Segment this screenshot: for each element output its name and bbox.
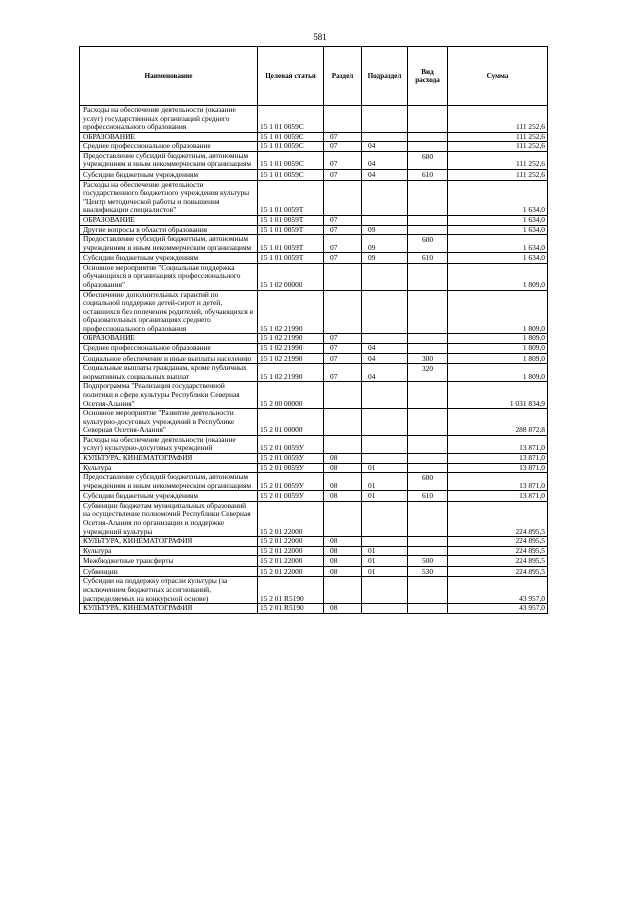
row-subsection: 04	[362, 170, 408, 181]
table-row	[80, 546, 548, 556]
row-section: 07	[324, 334, 362, 344]
row-expense-kind	[408, 501, 448, 536]
table-row	[80, 263, 548, 290]
row-name: ОБРАЗОВАНИЕ	[80, 132, 258, 142]
table-row	[80, 106, 548, 133]
row-target-article: 15 1 01 0059Т	[258, 253, 324, 264]
row-section	[324, 382, 362, 409]
table-row	[80, 537, 548, 547]
row-subsection: 01	[362, 463, 408, 473]
row-name: Основное мероприятие "Социальная поддержка обучающихся в организациях профессионального образования"	[80, 263, 258, 290]
row-name: Основное мероприятие "Развитие деятельности культурно-досуговых учреждений в Республике Северная Осетия-Алания"	[80, 409, 258, 436]
row-name: ОБРАЗОВАНИЕ	[80, 215, 258, 225]
row-expense-kind	[408, 453, 448, 463]
row-subsection: 01	[362, 556, 408, 567]
header-subsection: Подраздел	[362, 47, 408, 106]
row-target-article: 15 1 02 00000	[258, 263, 324, 290]
row-section: 07	[324, 132, 362, 142]
row-name: Субсидии бюджетным учреждениям	[80, 253, 258, 264]
row-name: Обеспечение дополнительных гарантий по социальной поддержке детей-сирот и детей, оставшихся без попечения родителей, обучающихся в образовательных организациях среднего профессионального образования	[80, 290, 258, 334]
row-expense-kind	[408, 409, 448, 436]
table-row	[80, 473, 548, 491]
row-target-article: 15 2 01 22000	[258, 556, 324, 567]
row-expense-kind: 530	[408, 566, 448, 577]
row-amount: 1 634,0	[448, 253, 548, 264]
row-target-article: 15 1 02 21990	[258, 364, 324, 382]
row-section: 07	[324, 142, 362, 152]
header-name: Наименование	[80, 47, 258, 106]
table-row	[80, 364, 548, 382]
row-section: 08	[324, 491, 362, 502]
row-amount: 224 895,5	[448, 566, 548, 577]
row-subsection	[362, 215, 408, 225]
row-expense-kind: 600	[408, 473, 448, 491]
row-expense-kind	[408, 604, 448, 614]
table-row	[80, 566, 548, 577]
row-target-article: 15 1 02 21990	[258, 290, 324, 334]
row-subsection: 04	[362, 344, 408, 354]
row-subsection: 01	[362, 473, 408, 491]
row-name: Расходы на обеспечение деятельности государственного бюджетного учреждения культуры "Центр методической работы и повышения квалификации специалистов"	[80, 180, 258, 215]
row-amount: 13 871,0	[448, 453, 548, 463]
row-section: 08	[324, 463, 362, 473]
row-name: Другие вопросы в области образования	[80, 225, 258, 235]
row-expense-kind	[408, 106, 448, 133]
row-expense-kind	[408, 344, 448, 354]
row-expense-kind	[408, 334, 448, 344]
table-row	[80, 235, 548, 253]
row-section	[324, 501, 362, 536]
row-name: Расходы на обеспечение деятельности (оказание услуг) культурно-досуговых учреждений	[80, 435, 258, 453]
row-amount: 1 634,0	[448, 235, 548, 253]
row-name: Культура	[80, 546, 258, 556]
table-row	[80, 170, 548, 181]
row-subsection: 04	[362, 151, 408, 169]
table-row	[80, 556, 548, 567]
row-name: Субвенции бюджетам муниципальных образований на осуществление полномочий Республики Северная Осетия-Алания по организации и поддержке учреждений культуры	[80, 501, 258, 536]
row-target-article: 15 1 01 0059Т	[258, 215, 324, 225]
row-target-article: 15 2 01 0059У	[258, 473, 324, 491]
row-subsection: 01	[362, 546, 408, 556]
table-row	[80, 382, 548, 409]
row-section: 08	[324, 556, 362, 567]
row-section	[324, 290, 362, 334]
header-section: Раздел	[324, 47, 362, 106]
row-name: Культура	[80, 463, 258, 473]
table-header-row	[80, 47, 548, 106]
row-subsection	[362, 537, 408, 547]
table-row	[80, 344, 548, 354]
row-section	[324, 106, 362, 133]
row-expense-kind: 610	[408, 491, 448, 502]
row-expense-kind	[408, 132, 448, 142]
row-amount: 224 895,5	[448, 537, 548, 547]
row-amount: 43 957,0	[448, 604, 548, 614]
row-target-article: 15 2 01 22000	[258, 566, 324, 577]
table-row	[80, 491, 548, 502]
row-section: 07	[324, 225, 362, 235]
row-name: Субвенции	[80, 566, 258, 577]
table-row	[80, 604, 548, 614]
row-section	[324, 180, 362, 215]
row-section: 07	[324, 215, 362, 225]
row-section: 07	[324, 364, 362, 382]
row-name: Среднее профессиональное образование	[80, 142, 258, 152]
row-amount: 111 252,6	[448, 151, 548, 169]
row-expense-kind	[408, 577, 448, 604]
page-number: 581	[313, 32, 327, 42]
header-expense-kind: Вид расхода	[408, 47, 448, 106]
row-name: Предоставление субсидий бюджетным, автономным учреждениям и иным некоммерческим организациям	[80, 151, 258, 169]
row-subsection	[362, 106, 408, 133]
row-name: КУЛЬТУРА, КИНЕМАТОГРАФИЯ	[80, 537, 258, 547]
row-target-article: 15 1 01 0059С	[258, 132, 324, 142]
row-section: 08	[324, 537, 362, 547]
row-subsection: 01	[362, 566, 408, 577]
row-target-article: 15 1 01 0059Т	[258, 180, 324, 215]
row-expense-kind: 300	[408, 353, 448, 364]
row-subsection	[362, 263, 408, 290]
row-section: 08	[324, 604, 362, 614]
row-amount: 13 871,0	[448, 473, 548, 491]
row-amount: 224 895,5	[448, 546, 548, 556]
row-amount: 1 809,0	[448, 344, 548, 354]
row-subsection	[362, 382, 408, 409]
row-expense-kind: 500	[408, 556, 448, 567]
table-row	[80, 353, 548, 364]
row-expense-kind	[408, 180, 448, 215]
row-expense-kind	[408, 225, 448, 235]
row-name: Субсидии бюджетным учреждениям	[80, 491, 258, 502]
row-amount: 43 957,0	[448, 577, 548, 604]
row-amount: 1 809,0	[448, 353, 548, 364]
row-expense-kind	[408, 546, 448, 556]
table-row	[80, 215, 548, 225]
row-target-article: 15 1 01 0059С	[258, 142, 324, 152]
row-target-article: 15 2 01 0059У	[258, 491, 324, 502]
row-expense-kind: 600	[408, 235, 448, 253]
row-subsection: 01	[362, 491, 408, 502]
row-section: 08	[324, 566, 362, 577]
row-expense-kind	[408, 215, 448, 225]
row-subsection: 09	[362, 235, 408, 253]
row-amount: 111 252,6	[448, 132, 548, 142]
row-name: Межбюджетные трансферты	[80, 556, 258, 567]
row-subsection	[362, 577, 408, 604]
row-name: Предоставление субсидий бюджетным, автономным учреждениям и иным некоммерческим организациям	[80, 473, 258, 491]
row-section: 08	[324, 453, 362, 463]
row-name: Социальное обеспечение и иные выплаты населению	[80, 353, 258, 364]
row-expense-kind	[408, 537, 448, 547]
row-section: 07	[324, 151, 362, 169]
row-subsection	[362, 409, 408, 436]
row-target-article: 15 1 02 21990	[258, 353, 324, 364]
table-body	[80, 106, 548, 614]
row-section: 07	[324, 344, 362, 354]
row-amount: 1 634,0	[448, 215, 548, 225]
row-section: 07	[324, 353, 362, 364]
table-row	[80, 409, 548, 436]
header-target-article: Целевая статья	[258, 47, 324, 106]
row-amount: 111 252,6	[448, 142, 548, 152]
row-amount: 224 895,5	[448, 556, 548, 567]
table-row	[80, 435, 548, 453]
row-target-article: 15 2 01 22000	[258, 501, 324, 536]
row-target-article: 15 2 01 22000	[258, 537, 324, 547]
row-amount: 13 871,0	[448, 491, 548, 502]
row-amount: 13 871,0	[448, 463, 548, 473]
table-row	[80, 501, 548, 536]
row-expense-kind: 320	[408, 364, 448, 382]
budget-table	[79, 46, 548, 614]
row-target-article: 15 2 01 0059У	[258, 463, 324, 473]
row-expense-kind	[408, 142, 448, 152]
row-expense-kind	[408, 435, 448, 453]
row-expense-kind	[408, 463, 448, 473]
row-section: 07	[324, 253, 362, 264]
row-expense-kind: 610	[408, 170, 448, 181]
row-target-article: 15 2 00 00000	[258, 382, 324, 409]
row-subsection	[362, 435, 408, 453]
table-row	[80, 180, 548, 215]
row-amount: 13 871,0	[448, 435, 548, 453]
table-row	[80, 151, 548, 169]
table-row	[80, 577, 548, 604]
row-subsection: 04	[362, 364, 408, 382]
row-subsection	[362, 290, 408, 334]
row-subsection: 04	[362, 142, 408, 152]
row-name: Социальные выплаты гражданам, кроме публичных нормативных социальных выплат	[80, 364, 258, 382]
row-expense-kind	[408, 290, 448, 334]
row-section	[324, 409, 362, 436]
row-amount: 288 872,8	[448, 409, 548, 436]
row-section	[324, 577, 362, 604]
row-expense-kind	[408, 382, 448, 409]
row-amount: 1 634,0	[448, 225, 548, 235]
row-target-article: 15 1 02 21990	[258, 344, 324, 354]
table-row	[80, 453, 548, 463]
row-amount: 1 809,0	[448, 263, 548, 290]
row-target-article: 15 2 01 22000	[258, 546, 324, 556]
table-row	[80, 290, 548, 334]
row-amount: 111 252,6	[448, 170, 548, 181]
row-subsection	[362, 453, 408, 463]
row-section: 07	[324, 235, 362, 253]
row-name: Предоставление субсидий бюджетным, автономным учреждениям и иным некоммерческим организациям	[80, 235, 258, 253]
row-name: Субсидии бюджетным учреждениям	[80, 170, 258, 181]
row-amount: 1 809,0	[448, 334, 548, 344]
row-subsection: 09	[362, 253, 408, 264]
row-name: Субсидии на поддержку отрасли культуры (за исключением бюджетных ассигнований, распределяемых на конкурсной основе)	[80, 577, 258, 604]
row-target-article: 15 1 01 0059С	[258, 106, 324, 133]
header-amount: Сумма	[448, 47, 548, 106]
table-row	[80, 253, 548, 264]
row-amount: 1 634,0	[448, 180, 548, 215]
row-target-article: 15 2 01 0059У	[258, 453, 324, 463]
row-amount: 224 895,5	[448, 501, 548, 536]
row-subsection	[362, 501, 408, 536]
row-expense-kind: 600	[408, 151, 448, 169]
row-target-article: 15 1 02 21990	[258, 334, 324, 344]
row-target-article: 15 1 01 0059Т	[258, 225, 324, 235]
row-name: КУЛЬТУРА, КИНЕМАТОГРАФИЯ	[80, 604, 258, 614]
row-name: КУЛЬТУРА, КИНЕМАТОГРАФИЯ	[80, 453, 258, 463]
row-amount: 1 809,0	[448, 290, 548, 334]
row-expense-kind: 610	[408, 253, 448, 264]
row-amount: 1 809,0	[448, 364, 548, 382]
row-subsection: 09	[362, 225, 408, 235]
row-amount: 111 252,6	[448, 106, 548, 133]
row-subsection	[362, 604, 408, 614]
row-section: 08	[324, 473, 362, 491]
row-target-article: 15 2 01 R5190	[258, 604, 324, 614]
row-name: Среднее профессиональное образование	[80, 344, 258, 354]
row-name: Расходы на обеспечение деятельности (оказание услуг) государственных организаций среднего профессионального образования	[80, 106, 258, 133]
row-section: 08	[324, 546, 362, 556]
row-target-article: 15 2 01 R5190	[258, 577, 324, 604]
row-section	[324, 263, 362, 290]
row-target-article: 15 1 01 0059Т	[258, 235, 324, 253]
row-target-article: 15 2 01 00000	[258, 409, 324, 436]
row-target-article: 15 1 01 0059С	[258, 170, 324, 181]
row-target-article: 15 1 01 0059С	[258, 151, 324, 169]
row-amount: 1 031 834,9	[448, 382, 548, 409]
row-subsection: 04	[362, 353, 408, 364]
row-target-article: 15 2 01 0059У	[258, 435, 324, 453]
row-name: Подпрограмма "Реализация государственной политики в сфере культуры Республики Северная Осетия-Алания"	[80, 382, 258, 409]
row-name: ОБРАЗОВАНИЕ	[80, 334, 258, 344]
row-section	[324, 435, 362, 453]
row-expense-kind	[408, 263, 448, 290]
row-section: 07	[324, 170, 362, 181]
table-row	[80, 142, 548, 152]
row-subsection	[362, 180, 408, 215]
